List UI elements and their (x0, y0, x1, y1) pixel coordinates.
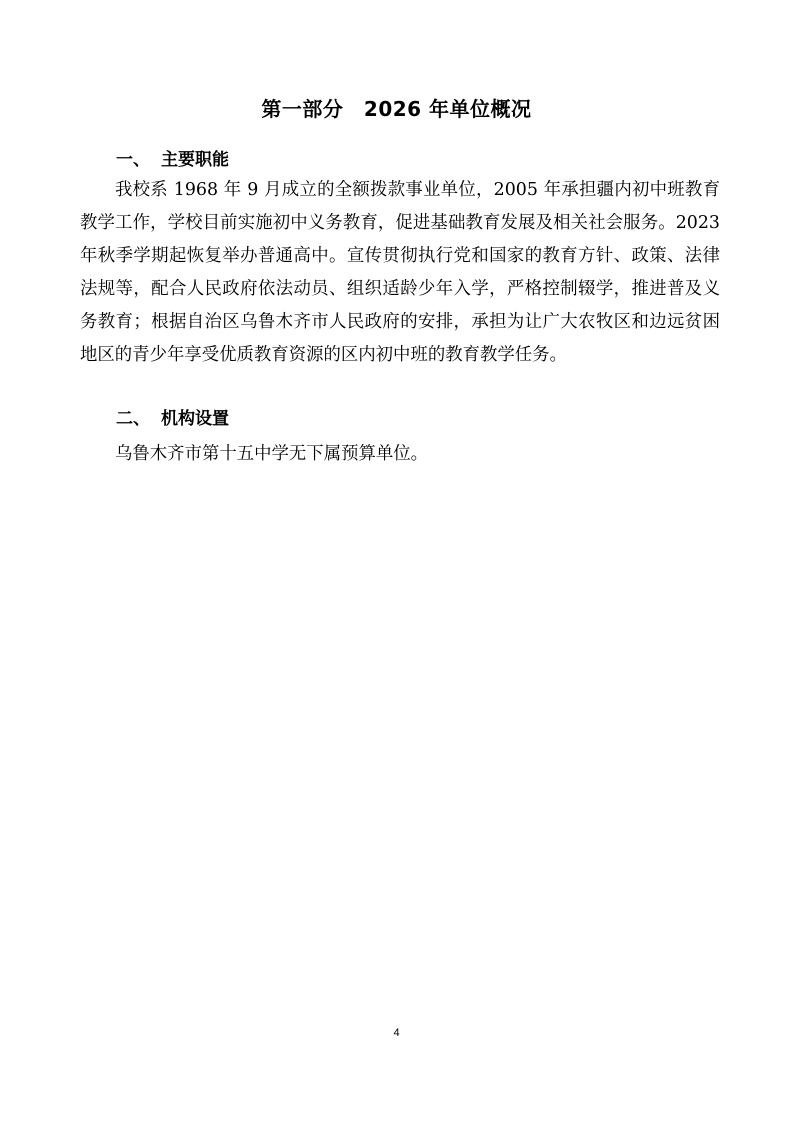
section-heading-functions (116, 148, 229, 172)
section-number: 二、 (116, 409, 150, 429)
page-title: 第一部分 2026 年单位概况 (261, 97, 532, 121)
functions-paragraph: 我校系 1968 年 9 月成立的全额拨款事业单位，2005 年承担疆内初中班教育教学工作，学校目前实施初中义务教育，促进基础教育发展及相关社会服务。2023 年秋季学期起恢复举办普通高中。宣传贯彻执行党和国家的教育方针、政策、法律法规等，配合人民政府依法动员、组织适龄少年入学，严格控制辍学，推进普及义务教育；根据自治区乌鲁木齐市人民政府的安排，承担为让广大农牧区和边远贫困地区的青少年享受优质教育资源的区内初中班的教育教学任务。 (80, 180, 720, 365)
section-number: 一、 (116, 150, 150, 170)
section-heading-structure (116, 407, 229, 431)
page-number: 4 (393, 1027, 400, 1039)
section-title: 机构设置 (161, 409, 229, 429)
section-title: 主要职能 (161, 150, 229, 170)
structure-paragraph: 乌鲁木齐市第十五中学无下属预算单位。 (115, 444, 429, 464)
